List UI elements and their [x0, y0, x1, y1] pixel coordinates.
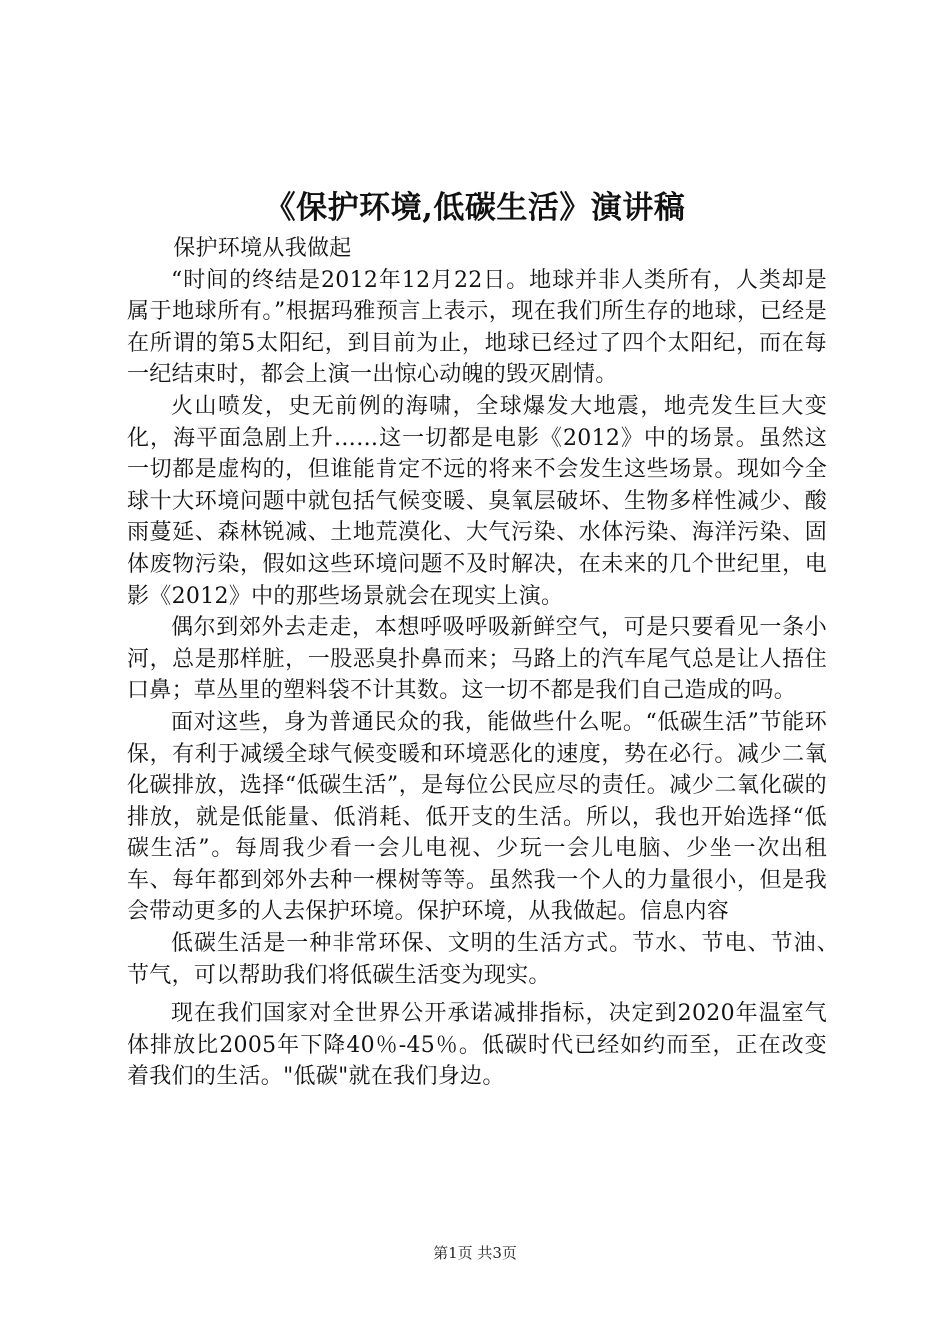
- paragraph-suburb-pollution: 偶尔到郊外去走走，本想呼吸呼吸新鲜空气，可是只要看见一条小河，总是那样脏，一股恶臭扑鼻而来；马路上的汽车尾气总是让人捂住口鼻；草丛里的塑料袋不计其数。这一切不都是我们自己造成的吗。: [127, 615, 827, 704]
- document-title: 《保护环境,低碳生活》演讲稿: [264, 190, 686, 226]
- page-number-footer: 第1页 共3页: [433, 1244, 517, 1262]
- paragraph-emission-commitment: 现在我们国家对全世界公开承诺减排指标，决定到2020年温室气体排放比2005年下降40％-45％。低碳时代已经如约而至，正在改变着我们的生活。"低碳"就在我们身边。: [127, 1001, 827, 1090]
- document-body: [127, 233, 839, 1093]
- paragraph-maya-prophecy: “时间的终结是2012年12月22日。地球并非人类所有，人类却是属于地球所有。”根据玛雅预言上表示，现在我们所生存的地球，已经是在所谓的第5太阳纪，到目前为止，地球已经过了四个太阳纪，而在每一纪结束时，都会上演一出惊心动魄的毁灭剧情。: [127, 267, 827, 388]
- paragraph-environment-problems: 火山喷发，史无前例的海啸，全球爆发大地震，地壳发生巨大变化，海平面急剧上升……这一切都是电影《2012》中的场景。虽然这一切都是虚构的，但谁能肯定不远的将来不会发生这些场景。现如今全球十大环境问题中就包括气候变暖、臭氧层破坏、生物多样性减少、酸雨蔓延、森林锐减、土地荒漠化、大气污染、水体污染、海洋污染、固体废物污染，假如这些环境问题不及时解决，在未来的几个世纪里，电影《2012》中的那些场景就会在现实上演。: [127, 393, 827, 609]
- speech-subtitle: 保护环境从我做起: [173, 236, 352, 261]
- paragraph-low-carbon-choice: 面对这些，身为普通民众的我，能做些什么呢。“低碳生活”节能环保，有利于减缓全球气候变暖和环境恶化的速度，势在必行。减少二氧化碳排放，选择“低碳生活”，是每位公民应尽的责任。减少二氧化碳的排放，就是低能量、低消耗、低开支的生活。所以，我也开始选择“低碳生活”。每周我少看一会儿电视、少玩一会儿电脑、少坐一次出租车、每年都到郊外去种一棵树等等。虽然我一个人的力量很小，但是我会带动更多的人去保护环境。保护环境，从我做起。信息内容: [127, 709, 827, 925]
- paragraph-low-carbon-lifestyle: 低碳生活是一种非常环保、文明的生活方式。节水、节电、节油、节气，可以帮助我们将低碳生活变为现实。: [127, 931, 839, 988]
